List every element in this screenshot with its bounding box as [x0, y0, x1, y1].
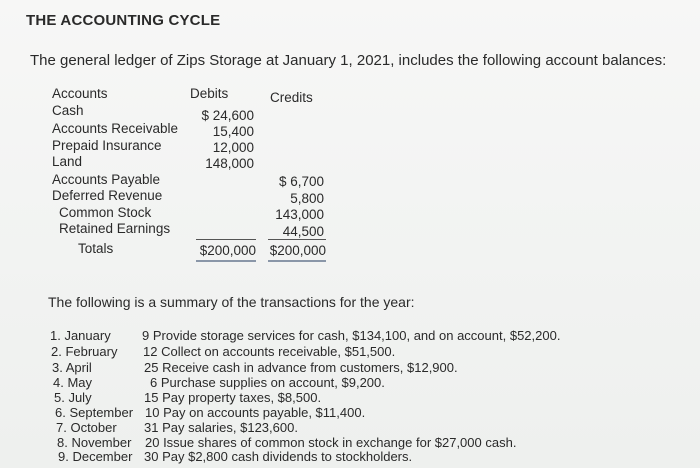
header-debits: Debits — [190, 86, 229, 101]
transaction-item — [56, 420, 298, 435]
transaction-item — [50, 328, 560, 343]
credit-subtotal-rule — [268, 239, 326, 240]
header-credits: Credits — [270, 90, 313, 105]
transaction-text: 12 Collect on accounts receivable, $51,500. — [143, 344, 396, 359]
account-name: Prepaid Insurance — [52, 138, 162, 153]
transaction-label: 7. October — [56, 420, 117, 435]
transaction-text: 20 Issue shares of common stock in exchange for $27,000 cash. — [145, 435, 517, 450]
transaction-item — [54, 390, 321, 405]
transaction-label: 5. July — [54, 390, 92, 405]
debit-value: 148,000 — [205, 156, 254, 171]
transaction-label: 1. January — [50, 328, 111, 343]
account-name: Accounts Receivable — [52, 121, 179, 136]
account-name: Accounts Payable — [52, 172, 161, 187]
account-name: Retained Earnings — [59, 221, 171, 236]
transaction-label: 6. September — [55, 405, 134, 420]
debit-value: 12,000 — [212, 140, 254, 155]
debit-subtotal-rule — [196, 239, 256, 240]
transaction-text: 30 Pay $2,800 cash dividends to stockholders. — [144, 449, 413, 464]
transaction-label: 4. May — [53, 375, 93, 390]
totals-label: Totals — [78, 241, 114, 256]
totals-debit: $200,000 — [199, 243, 256, 258]
credit-total-double-rule — [268, 260, 326, 262]
transaction-label: 8. November — [57, 435, 132, 450]
transaction-text: 15 Pay property taxes, $8,500. — [144, 390, 322, 405]
transaction-text: 25 Receive cash in advance from customers, $12,900. — [144, 360, 458, 375]
ledger-table — [50, 86, 340, 266]
debit-total-double-rule — [196, 260, 256, 262]
page-title: THE ACCOUNTING CYCLE — [26, 12, 221, 29]
credit-value: 44,500 — [282, 224, 324, 239]
debit-value: 15,400 — [212, 124, 254, 139]
account-name: Deferred Revenue — [52, 188, 163, 203]
transaction-item — [57, 435, 516, 450]
credit-value: 143,000 — [275, 207, 324, 222]
account-name: Common Stock — [59, 205, 152, 220]
transaction-label: 3. April — [52, 360, 92, 375]
account-name: Cash — [52, 103, 84, 118]
transaction-text: 31 Pay salaries, $123,600. — [144, 420, 298, 435]
transaction-item — [51, 344, 395, 359]
transaction-text: 10 Pay on accounts payable, $11,400. — [145, 405, 366, 420]
debit-value: $ 24,600 — [201, 108, 254, 123]
intro-text: The general ledger of Zips Storage at January 1, 2021, includes the following account balances: — [30, 52, 667, 69]
transaction-label: 9. December — [58, 449, 133, 464]
account-name: Land — [52, 154, 83, 169]
credit-value: $ 6,700 — [278, 174, 324, 189]
transaction-item — [52, 360, 458, 375]
summary-heading: The following is a summary of the transactions for the year: — [48, 294, 415, 310]
transaction-item — [58, 449, 412, 464]
transaction-label: 2. February — [51, 344, 118, 359]
transaction-item — [55, 405, 365, 420]
header-accounts: Accounts — [52, 86, 108, 101]
transaction-text: 6 Purchase supplies on account, $9,200. — [150, 375, 385, 390]
credit-value: 5,800 — [290, 191, 324, 206]
totals-credit: $200,000 — [269, 243, 326, 258]
transaction-item — [53, 375, 385, 390]
transaction-text: 9 Provide storage services for cash, $134,100, and on account, $52,200. — [142, 328, 561, 343]
